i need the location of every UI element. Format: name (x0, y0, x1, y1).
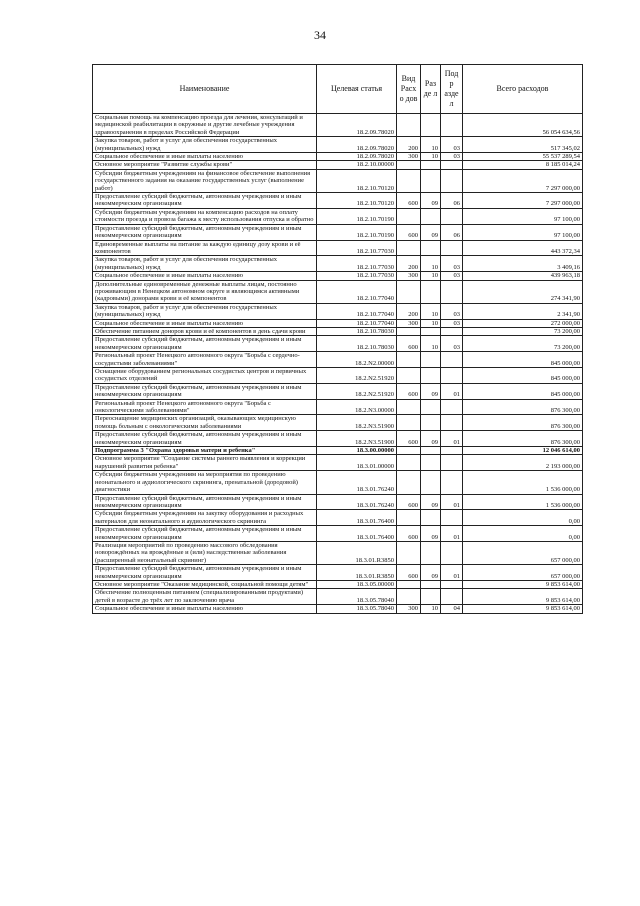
row-name: Предоставление субсидий бюджетным, автономным учреждениям и иным некоммерческим организациям (93, 431, 317, 447)
row-section (421, 240, 441, 256)
row-total: 657 000,00 (463, 565, 583, 581)
row-kind: 600 (397, 565, 421, 581)
row-section: 10 (421, 319, 441, 327)
table-row (93, 580, 583, 588)
table-row (93, 272, 583, 280)
row-name: Закупка товаров, работ и услуг для обеспечения государственных (муниципальных) нужд (93, 137, 317, 153)
row-name: Обеспечение питанием доноров крови и её компонентов в день сдачи крови (93, 327, 317, 335)
row-target-code: 18.3.01.76400 (317, 526, 397, 542)
row-section: 09 (421, 431, 441, 447)
row-subsection (441, 114, 463, 137)
row-total: 876 300,00 (463, 415, 583, 431)
row-section (421, 114, 441, 137)
row-section (421, 280, 441, 303)
table-row (93, 319, 583, 327)
row-target-code: 18.3.01.R3850 (317, 541, 397, 564)
row-total: 7 297 000,00 (463, 169, 583, 192)
row-section: 09 (421, 494, 441, 510)
row-total: 845 000,00 (463, 368, 583, 384)
row-kind: 600 (397, 494, 421, 510)
col-header-name: Наименование (93, 65, 317, 114)
row-kind (397, 447, 421, 455)
row-target-code: 18.3.05.78040 (317, 605, 397, 613)
row-total: 55 537 289,54 (463, 153, 583, 161)
col-header-total: Всего расходов (463, 65, 583, 114)
row-kind (397, 415, 421, 431)
table-row (93, 208, 583, 224)
row-target-code: 18.2.10.70120 (317, 169, 397, 192)
row-name: Субсидии бюджетным учреждениям на финансовое обеспечение выполнения государственного задания на оказание государственных услуг (выполнение работ) (93, 169, 317, 192)
row-target-code: 18.3.01.00000 (317, 455, 397, 471)
row-kind: 300 (397, 272, 421, 280)
row-total: 517 345,02 (463, 137, 583, 153)
row-subsection (441, 399, 463, 415)
row-subsection (441, 280, 463, 303)
row-section (421, 208, 441, 224)
row-section (421, 510, 441, 526)
row-target-code: 18.2.10.70190 (317, 208, 397, 224)
page-number: 34 (314, 28, 326, 42)
row-subsection (441, 580, 463, 588)
row-name: Региональный проект Ненецкого автономного округа "Борьба с онкологическими заболеваниями" (93, 399, 317, 415)
row-subsection (441, 352, 463, 368)
row-total: 9 853 614,00 (463, 589, 583, 605)
table-row (93, 589, 583, 605)
row-total: 0,00 (463, 526, 583, 542)
table-row (93, 431, 583, 447)
row-target-code: 18.2.10.77030 (317, 240, 397, 256)
row-kind: 600 (397, 193, 421, 209)
row-section: 10 (421, 605, 441, 613)
table-row (93, 280, 583, 303)
row-kind: 300 (397, 319, 421, 327)
row-target-code: 18.2.N3.00000 (317, 399, 397, 415)
table-row (93, 169, 583, 192)
row-section: 10 (421, 256, 441, 272)
row-kind (397, 327, 421, 335)
row-name: Закупка товаров, работ и услуг для обеспечения государственных (муниципальных) нужд (93, 303, 317, 319)
row-kind: 600 (397, 336, 421, 352)
table-body (93, 114, 583, 614)
row-total: 12 046 614,00 (463, 447, 583, 455)
row-section: 09 (421, 565, 441, 581)
row-kind (397, 240, 421, 256)
table-row (93, 383, 583, 399)
col-header-section: Разде л (421, 65, 441, 114)
row-name: Предоставление субсидий бюджетным, автономным учреждениям и иным некоммерческим организациям (93, 526, 317, 542)
row-total: 73 200,00 (463, 327, 583, 335)
row-name: Социальное обеспечение и иные выплаты населению (93, 153, 317, 161)
row-target-code: 18.2.10.77040 (317, 319, 397, 327)
budget-table (92, 64, 583, 614)
row-target-code: 18.3.01.76240 (317, 471, 397, 494)
row-kind (397, 541, 421, 564)
row-total: 8 185 014,24 (463, 161, 583, 169)
row-target-code: 18.2.09.78020 (317, 153, 397, 161)
row-total: 1 536 000,00 (463, 494, 583, 510)
row-total: 657 000,00 (463, 541, 583, 564)
table-row (93, 153, 583, 161)
table-row (93, 605, 583, 613)
table-row (93, 114, 583, 137)
row-subsection: 04 (441, 605, 463, 613)
table-row (93, 471, 583, 494)
table-row (93, 447, 583, 455)
row-kind (397, 510, 421, 526)
row-name: Субсидии бюджетным учреждениям на мероприятия по проведению неонатального и аудиологического скрининга, пренатальной (дородовой) диагностики (93, 471, 317, 494)
row-target-code: 18.2.N2.00000 (317, 352, 397, 368)
row-subsection (441, 415, 463, 431)
row-subsection: 01 (441, 383, 463, 399)
row-total: 845 000,00 (463, 352, 583, 368)
row-section (421, 169, 441, 192)
table-row (93, 256, 583, 272)
row-total: 9 853 614,00 (463, 605, 583, 613)
row-section: 09 (421, 526, 441, 542)
table-row (93, 336, 583, 352)
row-kind (397, 455, 421, 471)
row-total: 97 100,00 (463, 224, 583, 240)
row-name: Субсидии бюджетным учреждениям на компенсацию расходов на оплату стоимости проезда и провоза багажа к месту использования отпуска и обратно (93, 208, 317, 224)
table-row (93, 494, 583, 510)
row-section (421, 471, 441, 494)
row-target-code: 18.2.10.77040 (317, 280, 397, 303)
table-row (93, 137, 583, 153)
col-header-subsection: Подр аздел (441, 65, 463, 114)
row-kind (397, 161, 421, 169)
row-subsection: 06 (441, 224, 463, 240)
row-subsection (441, 589, 463, 605)
row-total: 0,00 (463, 510, 583, 526)
row-kind (397, 589, 421, 605)
row-target-code: 18.2.10.78030 (317, 327, 397, 335)
row-kind: 600 (397, 224, 421, 240)
row-name: Основное мероприятие "Оказание медицинской, социальной помощи детям" (93, 580, 317, 588)
row-kind (397, 352, 421, 368)
row-subsection: 03 (441, 137, 463, 153)
header-row (93, 65, 583, 114)
row-name: Предоставление субсидий бюджетным, автономным учреждениям и иным некоммерческим организациям (93, 565, 317, 581)
row-subsection: 06 (441, 193, 463, 209)
row-subsection: 01 (441, 431, 463, 447)
row-subsection (441, 541, 463, 564)
row-subsection: 03 (441, 272, 463, 280)
row-kind: 200 (397, 256, 421, 272)
row-section (421, 455, 441, 471)
col-header-target: Целевая статья (317, 65, 397, 114)
row-section: 09 (421, 193, 441, 209)
row-section: 09 (421, 224, 441, 240)
row-target-code: 18.2.10.78030 (317, 336, 397, 352)
table-row (93, 565, 583, 581)
row-subsection (441, 240, 463, 256)
row-total: 7 297 000,00 (463, 193, 583, 209)
row-kind (397, 399, 421, 415)
table-row (93, 327, 583, 335)
row-kind: 600 (397, 431, 421, 447)
row-kind (397, 208, 421, 224)
row-section: 10 (421, 137, 441, 153)
row-kind: 600 (397, 383, 421, 399)
row-name: Предоставление субсидий бюджетным, автономным учреждениям и иным некоммерческим организациям (93, 193, 317, 209)
row-subsection: 03 (441, 256, 463, 272)
row-subsection: 01 (441, 526, 463, 542)
table-row (93, 541, 583, 564)
row-section: 10 (421, 303, 441, 319)
row-total: 9 853 614,00 (463, 580, 583, 588)
row-name: Социальное обеспечение и иные выплаты населению (93, 605, 317, 613)
row-subsection (441, 471, 463, 494)
row-subsection (441, 510, 463, 526)
table-row (93, 368, 583, 384)
row-section (421, 352, 441, 368)
row-kind (397, 368, 421, 384)
row-name: Оснащение оборудованием региональных сосудистых центров и первичных сосудистых отделений (93, 368, 317, 384)
table-row (93, 415, 583, 431)
row-name: Основное мероприятие "Развитие службы крови" (93, 161, 317, 169)
row-target-code: 18.2.N3.51900 (317, 431, 397, 447)
table-row (93, 510, 583, 526)
row-name: Региональный проект Ненецкого автономного округа "Борьба с сердечно-сосудистыми заболеваниями" (93, 352, 317, 368)
row-target-code: 18.2.10.00000 (317, 161, 397, 169)
table-row (93, 161, 583, 169)
row-target-code: 18.2.09.78020 (317, 114, 397, 137)
row-name: Социальное обеспечение и иные выплаты населению (93, 272, 317, 280)
row-name: Единовременные выплаты на питание за каждую единицу дозу крови и её компонентов (93, 240, 317, 256)
row-total: 274 341,90 (463, 280, 583, 303)
row-target-code: 18.2.N2.51920 (317, 383, 397, 399)
row-total: 1 536 000,00 (463, 471, 583, 494)
row-total: 73 200,00 (463, 336, 583, 352)
row-name: Предоставление субсидий бюджетным, автономным учреждениям и иным некоммерческим организациям (93, 383, 317, 399)
row-target-code: 18.2.N3.51900 (317, 415, 397, 431)
row-target-code: 18.2.10.77040 (317, 303, 397, 319)
row-kind: 200 (397, 137, 421, 153)
row-subsection (441, 161, 463, 169)
row-target-code: 18.3.01.76240 (317, 494, 397, 510)
row-target-code: 18.3.05.00000 (317, 580, 397, 588)
row-name: Подпрограмма 3 "Охрана здоровья матери и ребенка" (93, 447, 317, 455)
row-total: 2 341,90 (463, 303, 583, 319)
table-row (93, 224, 583, 240)
row-kind (397, 169, 421, 192)
row-name: Закупка товаров, работ и услуг для обеспечения государственных (муниципальных) нужд (93, 256, 317, 272)
row-section (421, 589, 441, 605)
table-row (93, 240, 583, 256)
row-section: 10 (421, 336, 441, 352)
row-name: Предоставление субсидий бюджетным, автономным учреждениям и иным некоммерческим организациям (93, 224, 317, 240)
row-section (421, 447, 441, 455)
table-row (93, 455, 583, 471)
row-name: Реализация мероприятий по проведению массового обследования новорождённых на врождённые и (или) наследственные заболевания (расширенный неонатальный скрининг) (93, 541, 317, 564)
row-kind (397, 114, 421, 137)
row-subsection (441, 169, 463, 192)
row-target-code: 18.3.05.78040 (317, 589, 397, 605)
row-subsection: 03 (441, 153, 463, 161)
row-total: 876 300,00 (463, 431, 583, 447)
row-target-code: 18.2.10.77030 (317, 272, 397, 280)
row-kind (397, 580, 421, 588)
row-section (421, 541, 441, 564)
row-name: Социальная помощь на компенсацию проезда для лечения, консультаций и медицинской реабилитации в окружные и другие лечебные учреждения здравоохранения в пределах Российской Федерации (93, 114, 317, 137)
row-subsection: 03 (441, 303, 463, 319)
row-subsection (441, 208, 463, 224)
row-section: 09 (421, 383, 441, 399)
row-target-code: 18.2.10.77030 (317, 256, 397, 272)
row-kind: 200 (397, 303, 421, 319)
row-subsection (441, 368, 463, 384)
col-header-kind: Вид Расхо дов (397, 65, 421, 114)
row-section (421, 161, 441, 169)
row-total: 272 000,00 (463, 319, 583, 327)
table-row (93, 303, 583, 319)
row-total: 97 100,00 (463, 208, 583, 224)
row-subsection: 01 (441, 494, 463, 510)
row-target-code: 18.2.09.78020 (317, 137, 397, 153)
table-row (93, 399, 583, 415)
row-target-code: 18.3.01.R3850 (317, 565, 397, 581)
row-subsection: 03 (441, 336, 463, 352)
table-row (93, 526, 583, 542)
row-kind (397, 471, 421, 494)
row-section (421, 368, 441, 384)
row-section (421, 399, 441, 415)
row-kind: 300 (397, 153, 421, 161)
table-row (93, 193, 583, 209)
row-total: 2 193 000,00 (463, 455, 583, 471)
row-subsection: 01 (441, 565, 463, 581)
row-kind (397, 280, 421, 303)
row-name: Субсидии бюджетным учреждениям на закупку оборудования и расходных материалов для неонатального и аудиологического скрининга (93, 510, 317, 526)
table-row (93, 352, 583, 368)
row-section (421, 327, 441, 335)
row-target-code: 18.3.00.00000 (317, 447, 397, 455)
row-total: 439 963,18 (463, 272, 583, 280)
row-section: 10 (421, 153, 441, 161)
row-subsection (441, 447, 463, 455)
row-name: Переоснащение медицинских организаций, оказывающих медицинскую помощь больным с онкологическими заболеваниями (93, 415, 317, 431)
row-total: 845 000,00 (463, 383, 583, 399)
row-subsection: 03 (441, 319, 463, 327)
row-kind: 300 (397, 605, 421, 613)
row-kind: 600 (397, 526, 421, 542)
row-subsection (441, 455, 463, 471)
row-name: Дополнительные единовременные денежные выплаты лицам, постоянно проживающим в Ненецком автономном округе и являющимся активными (кадровыми) донорами крови и её компонентов (93, 280, 317, 303)
row-target-code: 18.2.10.70120 (317, 193, 397, 209)
row-section (421, 580, 441, 588)
row-name: Предоставление субсидий бюджетным, автономным учреждениям и иным некоммерческим организациям (93, 494, 317, 510)
row-name: Предоставление субсидий бюджетным, автономным учреждениям и иным некоммерческим организациям (93, 336, 317, 352)
row-total: 876 300,00 (463, 399, 583, 415)
row-target-code: 18.3.01.76400 (317, 510, 397, 526)
row-target-code: 18.2.N2.51920 (317, 368, 397, 384)
row-name: Основное мероприятие "Создание системы раннего выявления и коррекции нарушений развития ребенка" (93, 455, 317, 471)
row-section: 10 (421, 272, 441, 280)
row-total: 3 409,16 (463, 256, 583, 272)
row-name: Социальное обеспечение и иные выплаты населению (93, 319, 317, 327)
row-target-code: 18.2.10.70190 (317, 224, 397, 240)
row-name: Обеспечение полноценным питанием (специализированными продуктами) детей в возрасте до трёх лет по заключению врача (93, 589, 317, 605)
row-subsection (441, 327, 463, 335)
row-section (421, 415, 441, 431)
row-total: 56 054 634,56 (463, 114, 583, 137)
row-total: 443 372,34 (463, 240, 583, 256)
